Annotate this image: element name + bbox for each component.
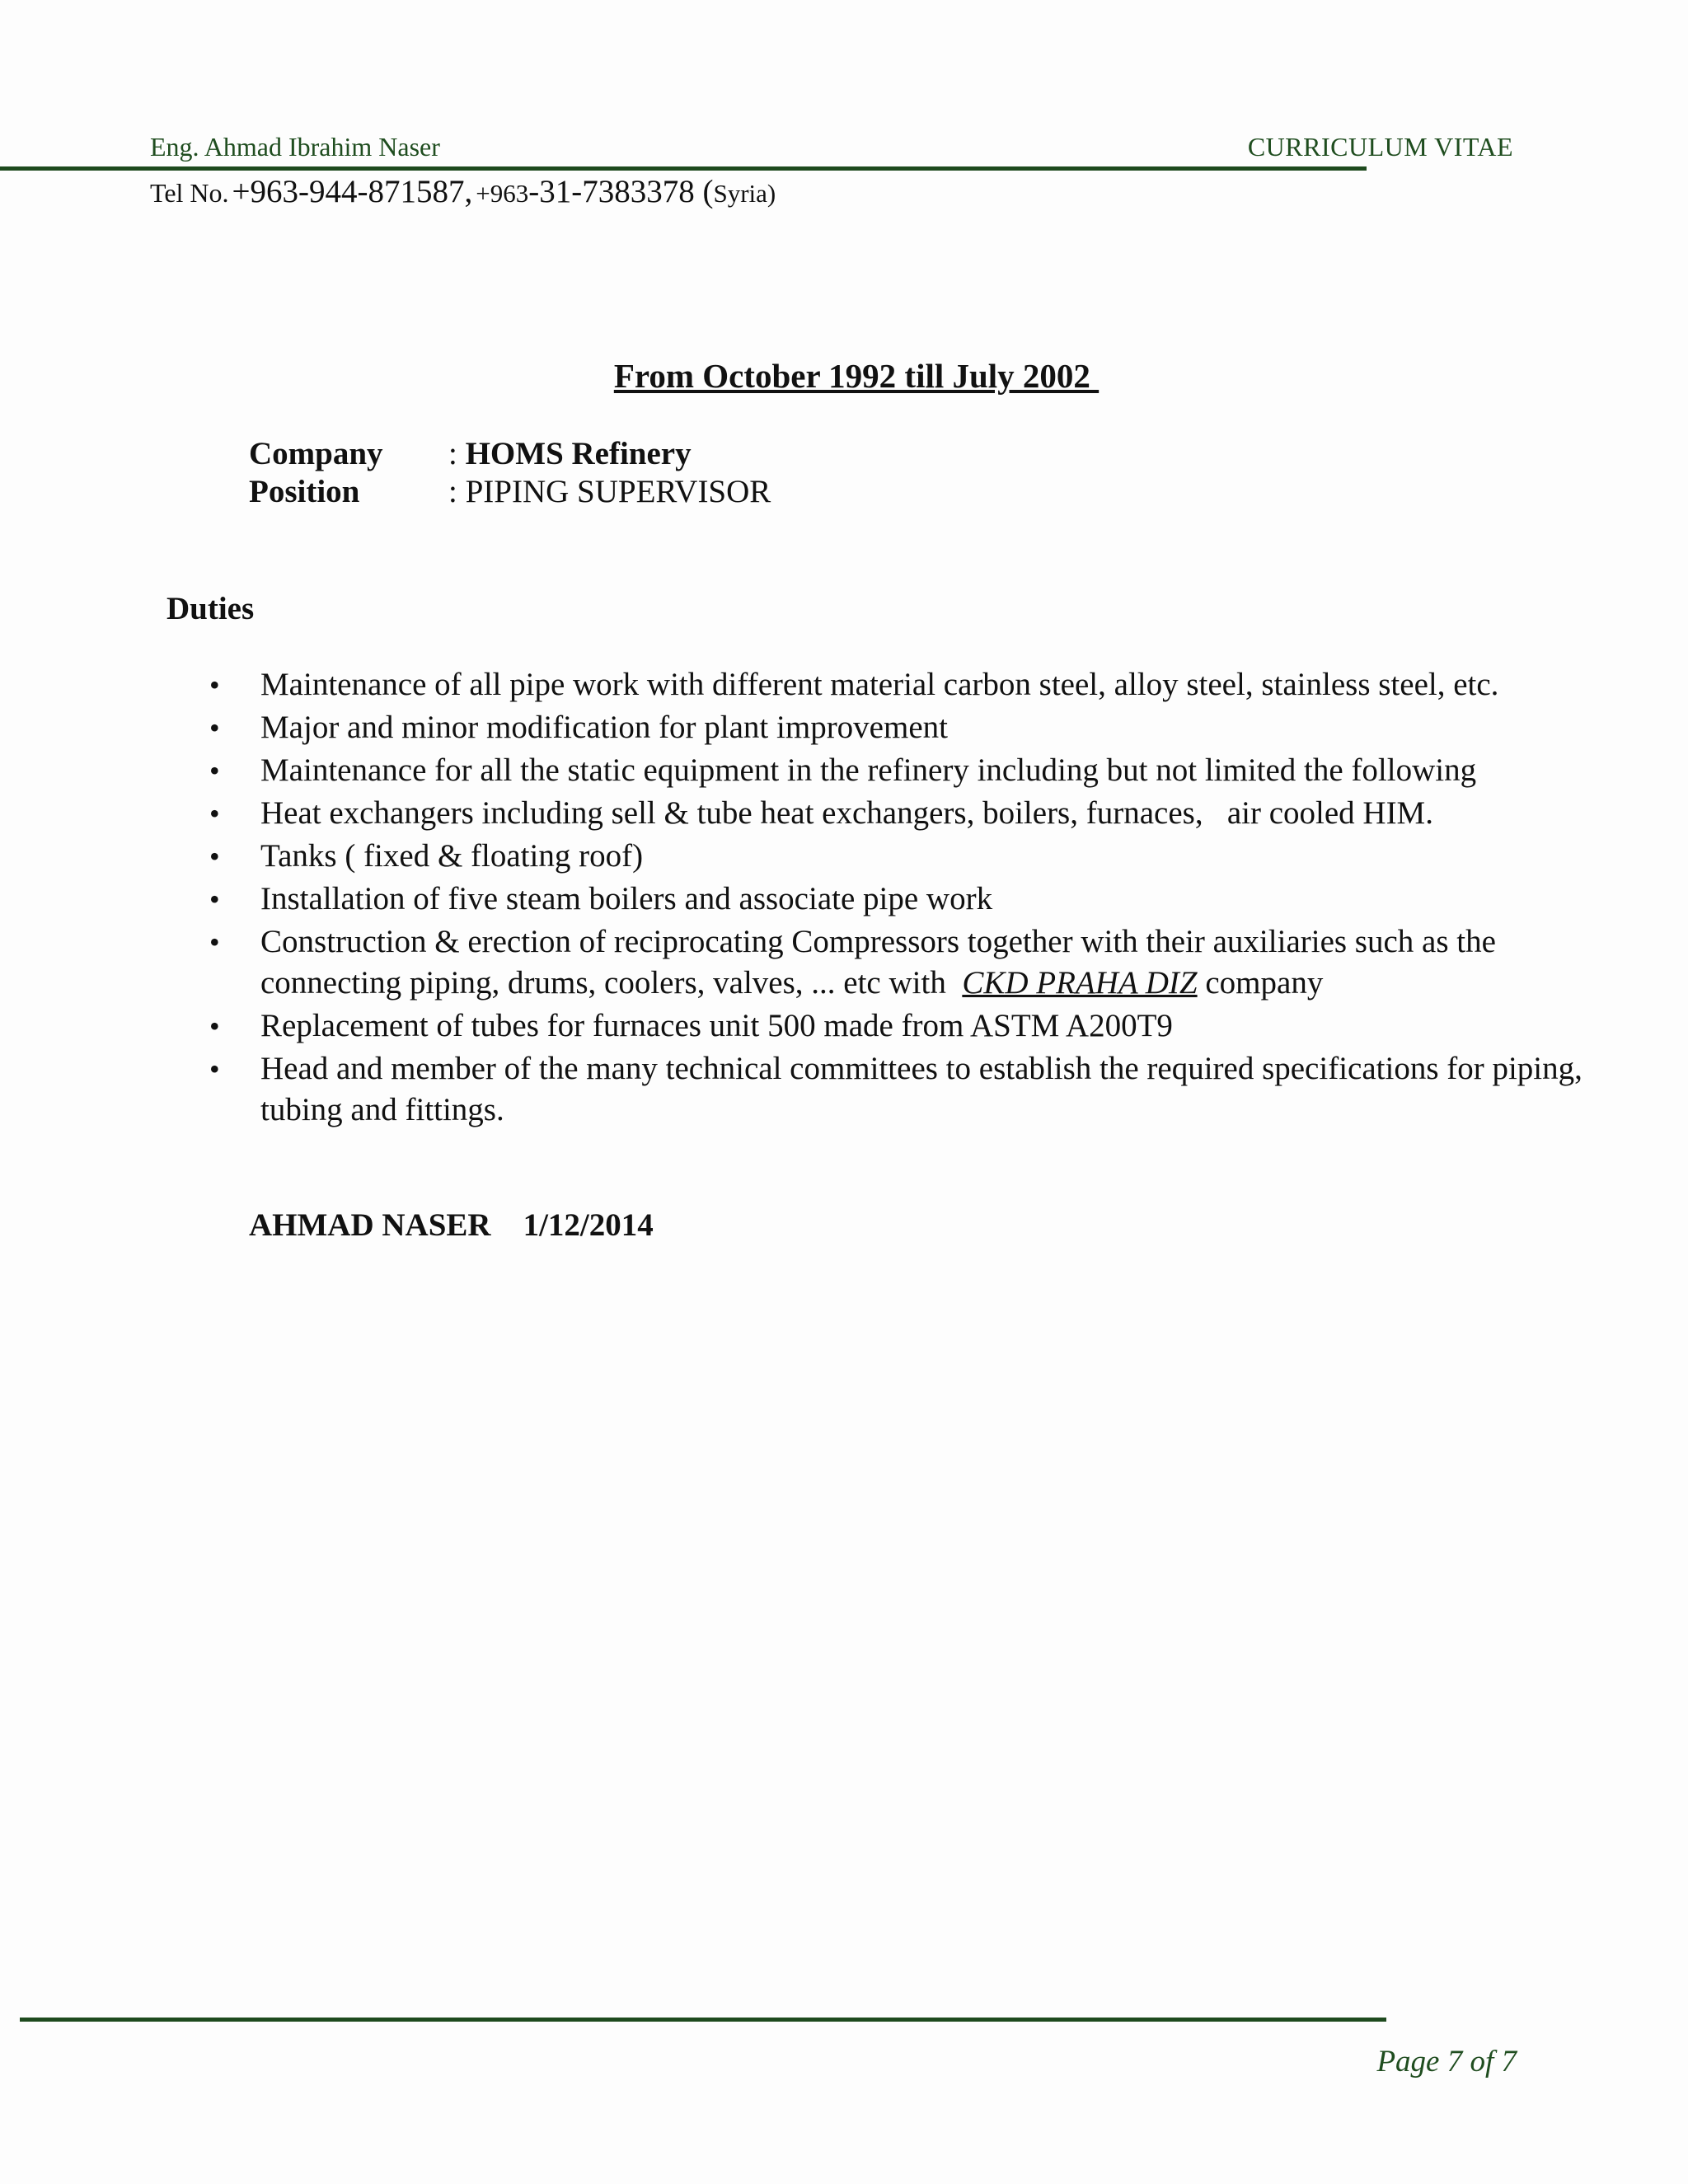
duty-text: Construction & erection of reciprocating Compressors together with their auxiliaries such as the connecting piping, drums, coolers, valves, ... etc with xyxy=(260,924,1504,1001)
company-suffix: company xyxy=(1197,965,1324,1001)
bullet-icon: • xyxy=(209,883,220,916)
duty-text: Head and member of the many technical committees to establish the required specifications for piping, tubing and fittings. xyxy=(260,1051,1591,1127)
duty-text: Tanks ( fixed & floating roof) xyxy=(260,838,644,874)
duty-item xyxy=(0,1048,1688,1131)
bullet-icon: • xyxy=(209,840,220,873)
header-title: CURRICULUM VITAE xyxy=(1247,132,1513,162)
company-value: HOMS Refinery xyxy=(465,436,692,471)
company-colon: : xyxy=(448,436,466,471)
duties-list xyxy=(0,664,1688,1132)
bullet-icon: • xyxy=(209,1010,220,1043)
bullet-icon: • xyxy=(209,711,220,744)
header-rule xyxy=(0,166,1367,171)
telephone-line xyxy=(150,173,776,210)
company-label: Company xyxy=(249,436,383,471)
duty-text: Major and minor modification for plant improvement xyxy=(260,710,948,745)
bullet-icon: • xyxy=(209,1052,220,1085)
bullet-icon: • xyxy=(209,668,220,701)
footer-rule xyxy=(20,2018,1386,2022)
duty-item xyxy=(0,750,1688,791)
duty-item xyxy=(0,793,1688,834)
duty-item xyxy=(0,664,1688,705)
duties-heading: Duties xyxy=(166,591,255,626)
duty-text: Installation of five steam boilers and associate pipe work xyxy=(260,881,993,916)
tel-country: Syria) xyxy=(713,179,776,208)
employment-period-heading: From October 1992 till July 2002 xyxy=(613,357,1100,395)
duty-item xyxy=(0,879,1688,920)
duty-text: Maintenance for all the static equipment in the refinery including but not limited the following xyxy=(260,752,1477,788)
position-row xyxy=(249,473,771,510)
position-colon: : xyxy=(448,474,466,509)
tel-number-mobile: +963-944-871587, xyxy=(232,174,473,209)
page-number: Page 7 of 7 xyxy=(1376,2045,1517,2079)
header-name: Eng. Ahmad Ibrahim Naser xyxy=(150,132,440,162)
tel-label: Tel No. xyxy=(150,178,229,208)
position-value: PIPING SUPERVISOR xyxy=(465,474,771,509)
duty-text: Maintenance of all pipe work with different material carbon steel, alloy steel, stainless steel, etc. xyxy=(260,667,1499,702)
tel-number-landline: -31-7383378 ( xyxy=(528,174,714,209)
bullet-icon: • xyxy=(209,797,220,830)
duty-item xyxy=(0,707,1688,748)
duty-item xyxy=(0,836,1688,877)
bullet-icon: • xyxy=(209,926,220,958)
position-label: Position xyxy=(249,474,360,509)
duty-item xyxy=(0,1005,1688,1047)
bullet-icon: • xyxy=(209,754,220,787)
company-link[interactable]: CKD PRAHA DIZ xyxy=(962,965,1198,1001)
signature-line: AHMAD NASER 1/12/2014 xyxy=(249,1207,654,1243)
company-row xyxy=(249,435,692,472)
duty-item xyxy=(0,921,1688,1004)
duty-text: Heat exchangers including sell & tube heat exchangers, boilers, furnaces, air cooled HIM. xyxy=(260,795,1433,831)
tel-prefix-landline: +963 xyxy=(476,179,529,208)
duty-text: Replacement of tubes for furnaces unit 500 made from ASTM A200T9 xyxy=(260,1008,1173,1043)
